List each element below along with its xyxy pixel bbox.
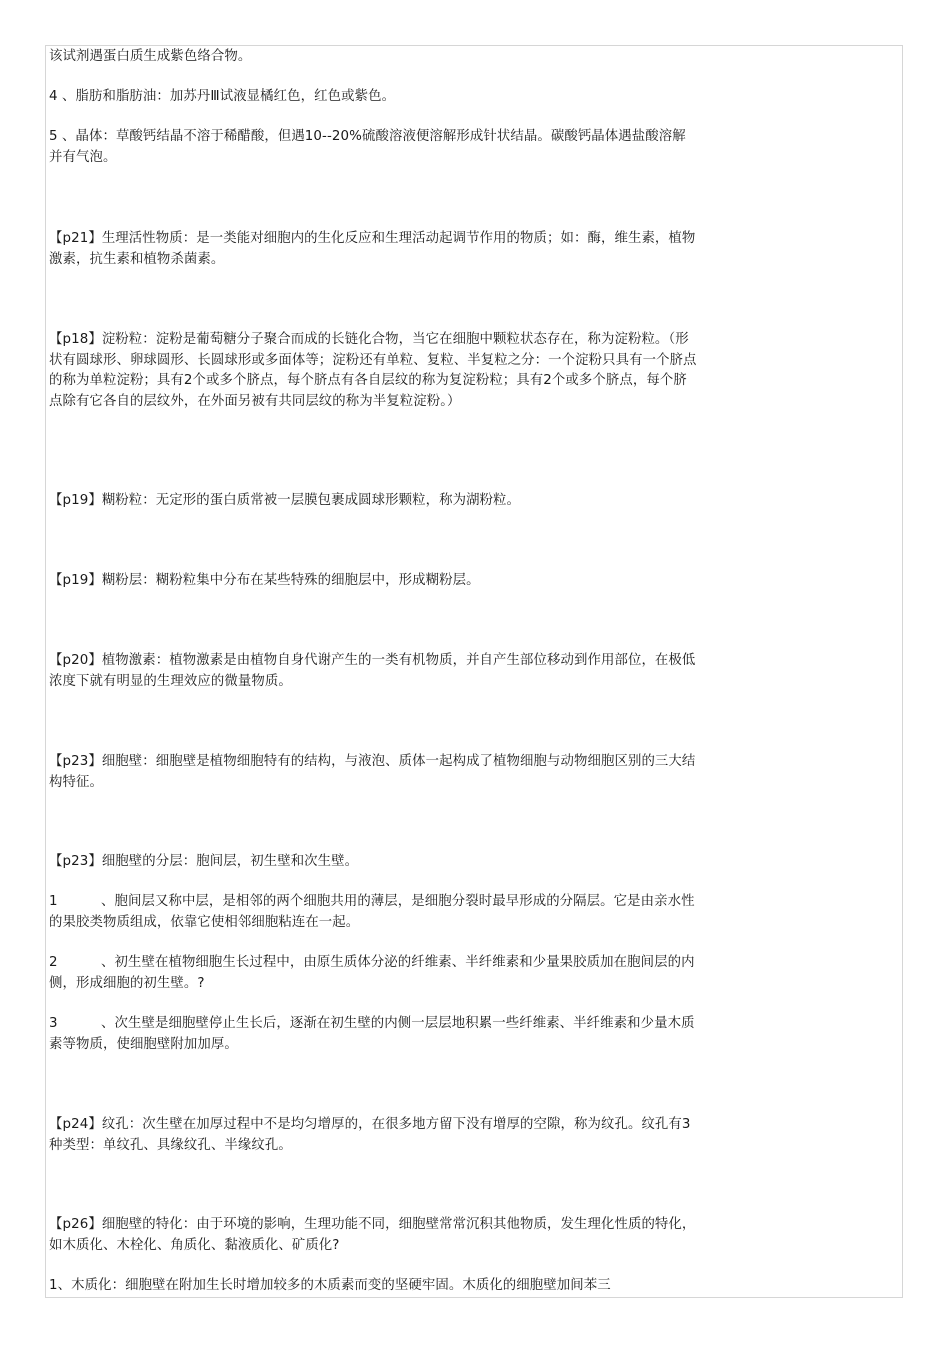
paragraph-text: 【p26】细胞壁的特化：由于环境的影响，生理功能不同，细胞壁常常沉积其他物质，发生理化性质的特化，如木质化、木栓化、角质化、黏液质化、矿质化? (49, 1217, 696, 1253)
paragraph-text: 【p20】植物激素：植物激素是由植物自身代谢产生的一类有机物质，并自产生部位移动到作用部位，在极低浓度下就有明显的生理效应的微量物质。 (49, 653, 696, 689)
paragraph (49, 852, 699, 873)
list-item (49, 1014, 699, 1055)
paragraph (49, 229, 699, 270)
list-text: 、次生壁是细胞壁停止生长后，逐渐在初生壁的内侧一层层地积累一些纤维素、半纤维素和少量木质素等物质，使细胞壁附加加厚。 (49, 1016, 695, 1052)
paragraph-text: 【p19】糊粉粒：无定形的蛋白质常被一层膜包裹成圆球形颗粒，称为湖粉粒。 (49, 493, 521, 508)
paragraph (49, 1115, 699, 1156)
paragraph (49, 1215, 699, 1256)
paragraph (49, 752, 699, 793)
paragraph (49, 651, 699, 692)
list-number: 3 (49, 1016, 58, 1031)
list-item (49, 892, 699, 933)
document-page (45, 45, 903, 1298)
paragraph-text: 【p21】生理活性物质：是一类能对细胞内的生化反应和生理活动起调节作用的物质；如：酶，维生素，植物激素，抗生素和植物杀菌素。 (49, 231, 696, 267)
paragraph-text: 【p23】细胞壁：细胞壁是植物细胞特有的结构，与液泡、质体一起构成了植物细胞与动物细胞区别的三大结构特征。 (49, 754, 696, 790)
list-text: 、胞间层又称中层，是相邻的两个细胞共用的薄层，是细胞分裂时最早形成的分隔层。它是由亲水性的果胶类物质组成，依靠它使相邻细胞粘连在一起。 (49, 894, 695, 930)
list-item (49, 953, 699, 994)
paragraph (49, 571, 699, 592)
paragraph (49, 491, 699, 512)
paragraph-text: 【p19】糊粉层：糊粉粒集中分布在某些特殊的细胞层中，形成糊粉层。 (49, 573, 480, 588)
list-number: 2 (49, 955, 58, 970)
paragraph-text: 【p24】纹孔：次生壁在加厚过程中不是均匀增厚的，在很多地方留下没有增厚的空隙，称为纹孔。纹孔有3种类型：单纹孔、具缘纹孔、半缘纹孔。 (49, 1117, 691, 1153)
paragraph (49, 47, 699, 68)
paragraph (49, 1276, 699, 1297)
paragraph (49, 127, 699, 168)
paragraph (49, 330, 699, 412)
list-text: 、初生壁在植物细胞生长过程中，由原生质体分泌的纤维素、半纤维素和少量果胶质加在胞间层的内侧，形成细胞的初生壁。? (49, 955, 695, 991)
paragraph-text: 该试剂遇蛋白质生成紫色络合物。 (49, 49, 252, 64)
paragraph (49, 87, 699, 108)
paragraph-text: 【p23】细胞壁的分层：胞间层，初生壁和次生壁。 (49, 854, 359, 869)
paragraph-text: 4 、脂肪和脂肪油：加苏丹Ⅲ试液显橘红色，红色或紫色。 (49, 89, 396, 104)
list-number: 1 (49, 894, 58, 909)
paragraph-text: 5 、晶体：草酸钙结晶不溶于稀醋酸，但遇10--20%硫酸溶液便溶解形成针状结晶。碳酸钙晶体遇盐酸溶解并有气泡。 (49, 129, 686, 165)
paragraph-text: 【p18】淀粉粒：淀粉是葡萄糖分子聚合而成的长链化合物，当它在细胞中颗粒状态存在，称为淀粉粒。（形状有圆球形、卵球圆形、长圆球形或多面体等；淀粉还有单粒、复粒、半复粒之分：一个淀粉只具有一个脐点的称为单粒淀粉；具有2个或多个脐点，每个脐点有各自层纹的称为复淀粉粒；具有2个或多个脐点，每个脐点除有它各自的层纹外，在外面另被有共同层纹的称为半复粒淀粉。） (49, 332, 697, 409)
paragraph-text: 1、木质化：细胞壁在附加生长时增加较多的木质素而变的坚硬牢固。木质化的细胞壁加间苯三 (49, 1278, 611, 1293)
